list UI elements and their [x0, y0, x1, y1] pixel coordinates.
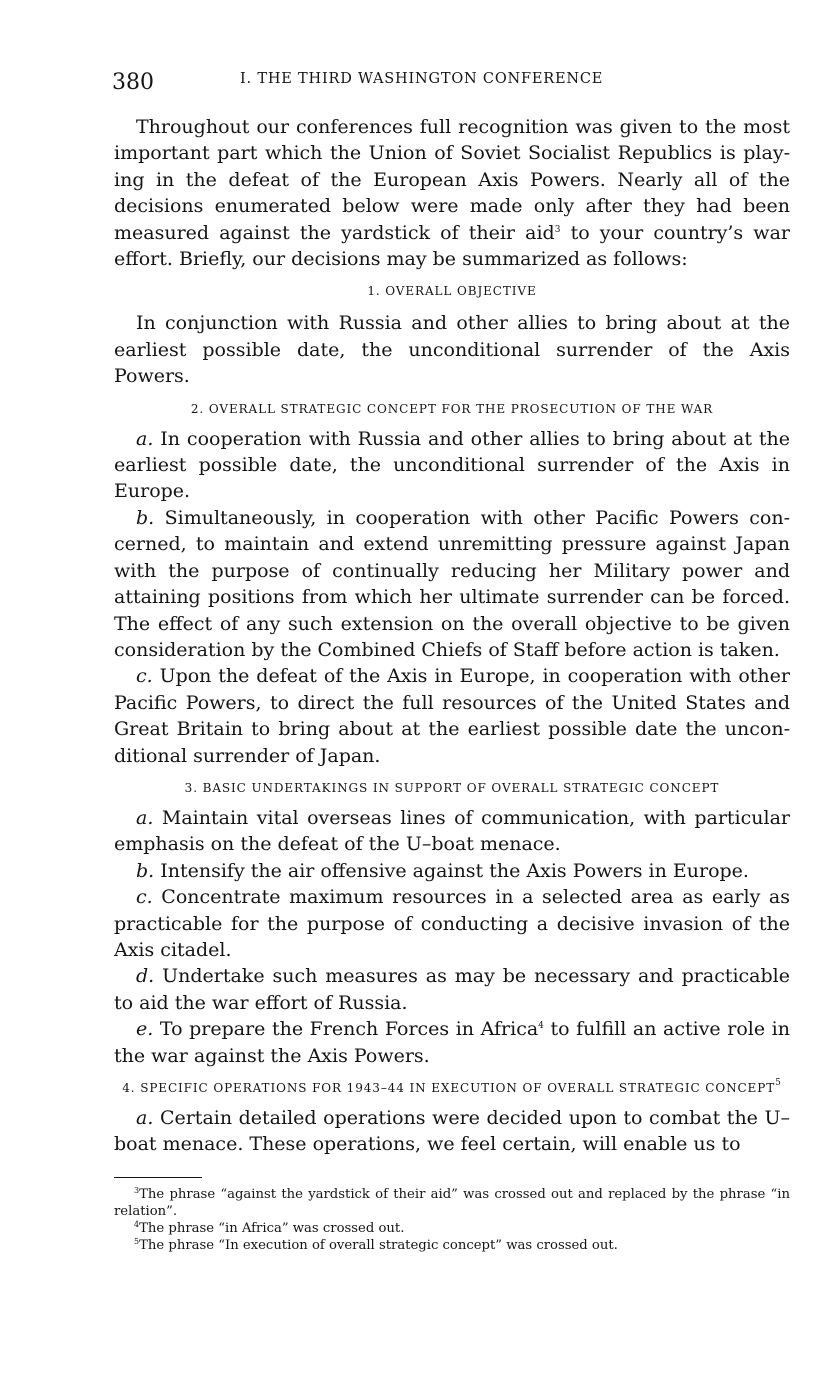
footnote	[114, 1186, 790, 1220]
item-text: In cooperation with Russia and other allies to bring about at the earliest possible date, the unconditional surrender of the Axis in Europe.	[114, 427, 790, 503]
intro-text-before: Throughout our conferences full recognition was given to the most important part which the Union of Soviet Socialist Republics is playing in the defeat of the European Axis Powers. Nearly all of the decisions enumerated below were made only after they had been measured against the yardstick of their aid	[114, 116, 790, 244]
section-3-item-c	[114, 884, 790, 963]
section-2-item-b	[114, 505, 790, 663]
running-title: I. THE THIRD WASHINGTON CONFERENCE	[240, 71, 604, 87]
section-2-item-a	[114, 426, 790, 505]
item-text: Intensify the air offensive against the Axis Powers in Europe.	[154, 859, 749, 882]
footnote-text: The phrase “in Africa” was crossed out.	[139, 1221, 405, 1236]
section-3-item-a	[114, 805, 790, 858]
item-text: Maintain vital overseas lines of communication, with particular emphasis on the defeat of the U–boat menace.	[114, 806, 790, 856]
section-3-item-d	[114, 963, 790, 1016]
footnote-number: 4	[134, 1220, 140, 1229]
page-number: 380	[112, 70, 154, 95]
item-text: Certain detailed operations were decided upon to combat the U–boat menace. These operations, we feel certain, will enable us to	[114, 1107, 790, 1156]
footnote-number: 3	[134, 1186, 140, 1195]
item-text: Simultaneously, in cooperation with other Pacific Powers concerned, to maintain and extend unremitting pressure against Japan with the purpose of continually reducing her Military power and attaining positions from which her ultimate surrender can be forced. The effect of any such extension on the overall objective to be given consideration by the Combined Chiefs of Staff before action is taken.	[114, 506, 790, 661]
section-3-item-b	[114, 858, 790, 884]
footnote-ref-5: 5	[775, 1078, 782, 1088]
body-text	[114, 114, 790, 1158]
item-text-before: To prepare the French Forces in Africa	[153, 1018, 539, 1041]
footnote-ref-3: 3	[554, 224, 561, 235]
section-heading-1: 1. OVERALL OBJECTIVE	[367, 284, 537, 299]
intro-paragraph	[114, 114, 790, 272]
item-label: a.	[136, 806, 154, 829]
item-text: Upon the defeat of the Axis in Europe, in cooperation with other Pacific Powers, to direct the full resources of the United States and Great Britain to bring about at the earliest possible date the unconditional surrender of Japan.	[114, 665, 790, 767]
section-4-item-a	[114, 1105, 790, 1158]
section-heading-4	[114, 1079, 790, 1097]
footnote	[114, 1220, 790, 1237]
section-heading-2: 2. OVERALL STRATEGIC CONCEPT FOR THE PROSECUTION OF THE WAR	[190, 401, 714, 416]
footnotes	[114, 1186, 790, 1254]
section-1-paragraph: In conjunction with Russia and other allies to bring about at the earliest possible date, the unconditional surrender of the Axis Powers.	[114, 312, 790, 388]
section-3-item-e	[114, 1016, 790, 1069]
footnote-ref-4: 4	[538, 1021, 544, 1032]
item-label: a.	[136, 1107, 154, 1129]
item-text: Undertake such measures as may be necessary and practicable to aid the war effort of Russia.	[114, 965, 790, 1014]
item-text: Concentrate maximum resources in a selected area as early as practicable for the purpose of conducting a decisive invasion of the Axis citadel.	[114, 886, 790, 961]
item-label: e.	[136, 1018, 154, 1041]
running-head	[112, 68, 792, 98]
item-text-after: to fulfill an active role in the war against the Axis Powers.	[114, 1018, 790, 1067]
section-heading-3: 3. BASIC UNDERTAKINGS IN SUPPORT OF OVERALL STRATEGIC CONCEPT	[184, 780, 720, 795]
item-label: b.	[136, 506, 155, 529]
footnote-divider	[114, 1177, 202, 1178]
intro-text-after: to your country’s war effort. Briefly, our decisions may be summarized as follows:	[114, 221, 790, 271]
footnote	[114, 1237, 790, 1254]
footnote-number: 5	[134, 1237, 140, 1246]
item-label: b.	[136, 859, 155, 882]
section-heading-4-text: 4. SPECIFIC OPERATIONS FOR 1943–44 IN EXECUTION OF OVERALL STRATEGIC CONCEPT	[122, 1081, 776, 1095]
footnote-text: The phrase “against the yardstick of their aid” was crossed out and replaced by the phrase “in relation”.	[114, 1187, 790, 1219]
item-label: d.	[136, 965, 155, 988]
footnote-text: The phrase “In execution of overall strategic concept” was crossed out.	[139, 1238, 618, 1253]
item-label: c.	[136, 886, 153, 909]
item-label: a.	[136, 427, 154, 450]
section-2-item-c	[114, 663, 790, 769]
item-label: c.	[136, 665, 153, 688]
